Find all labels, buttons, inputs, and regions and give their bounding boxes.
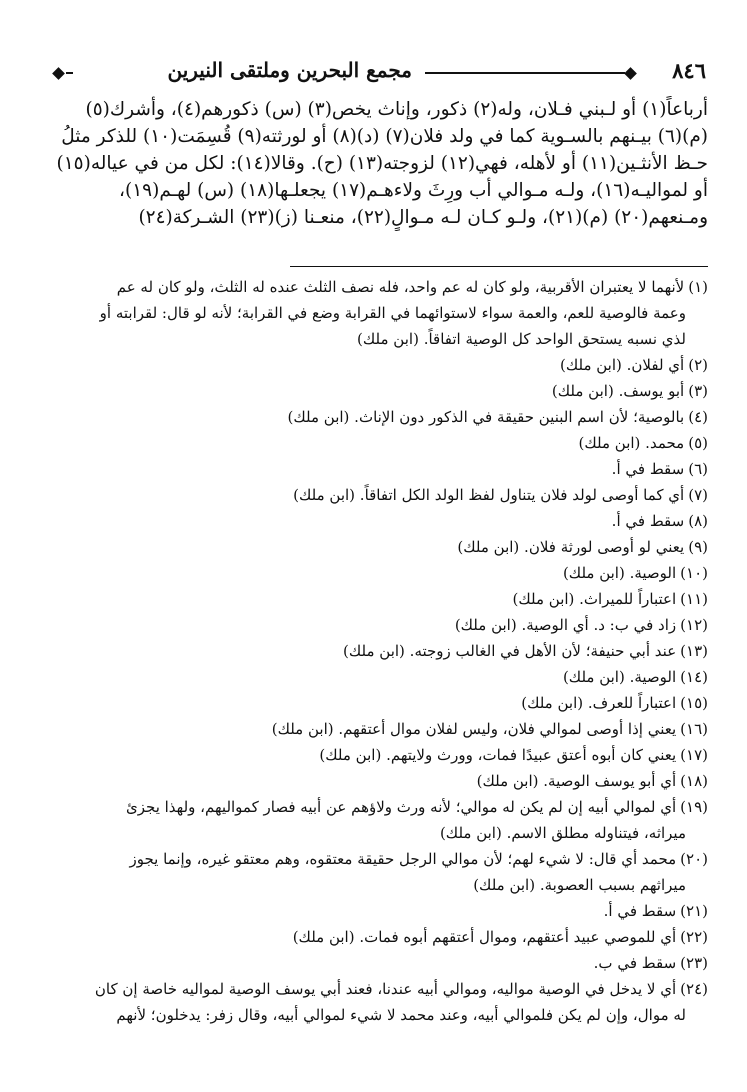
footnote-separator bbox=[290, 266, 708, 267]
footnote-number: (١٣) bbox=[680, 642, 708, 660]
footnote-line bbox=[46, 378, 708, 404]
footnote-text: عند أبي حنيفة؛ لأن الأهل في الغالب زوجته. (ابن ملك) bbox=[343, 642, 677, 660]
footnote-line bbox=[46, 508, 708, 534]
footnote-text: أي للموصي عبيد أعتقهم، وموال أعتقهم أبوه فمات. (ابن ملك) bbox=[292, 928, 677, 946]
footnote-text: وعمة فالوصية للعم، والعمة سواء لاستوائهما في القرابة وضع في القرابة؛ لأنه لو قال: لقرابته أو bbox=[99, 304, 686, 322]
footnote-line bbox=[46, 638, 708, 664]
footnote-text: الوصية. (ابن ملك) bbox=[562, 668, 677, 686]
footnote-number: (٧) bbox=[688, 486, 708, 504]
footnote-line bbox=[46, 872, 708, 898]
footnote-line bbox=[46, 612, 708, 638]
footnote-line bbox=[46, 456, 708, 482]
footnote-line bbox=[46, 794, 708, 820]
footnote-number: (١) bbox=[688, 278, 708, 296]
footnote-number: (١٨) bbox=[680, 772, 708, 790]
footnote-text: أي لموالي أبيه إن لم يكن له موالي؛ لأنه ورث ولاؤهم عن أبيه فصار كمواليهم، ولهذا يجزئ bbox=[126, 798, 677, 816]
footnote-line bbox=[46, 690, 708, 716]
header-rule bbox=[425, 72, 625, 74]
footnote-text: أي كما أوصى لولد فلان يتناول لفظ الولد الكل اتفاقاً. (ابن ملك) bbox=[293, 486, 685, 504]
footnote-line bbox=[46, 586, 708, 612]
footnote-number: (٩) bbox=[688, 538, 708, 556]
footnote-line bbox=[46, 430, 708, 456]
footnote-number: (١٦) bbox=[680, 720, 708, 738]
footnote-line bbox=[46, 300, 708, 326]
footnote-text: أي لا يدخل في الوصية مواليه، وموالي أبيه عندنا، فعند أبي يوسف الوصية لمواليه خاصة إن كان bbox=[94, 980, 677, 998]
footnote-line bbox=[46, 1002, 708, 1028]
footnote-number: (١٩) bbox=[680, 798, 708, 816]
footnote-text: لأنهما لا يعتبران الأقربية، ولو كان له عم واحد، فله نصف الثلث عنده له الثلث، ولو كان له عم bbox=[116, 278, 685, 296]
footnote-number: (١٢) bbox=[680, 616, 708, 634]
footnote-text: أبو يوسف. (ابن ملك) bbox=[551, 382, 685, 400]
footnote-text: يعني لو أوصى لورثة فلان. (ابن ملك) bbox=[457, 538, 685, 556]
footnote-number: (٥) bbox=[688, 434, 708, 452]
footnote-number: (٢) bbox=[688, 356, 708, 374]
footnote-text: يعني كان أبوه أعتق عبيدًا فمات، وورث ولايتهم. (ابن ملك) bbox=[319, 746, 677, 764]
footnote-line bbox=[46, 534, 708, 560]
text-line: أرباعاً(١) أو لـبني فـلان، وله(٢) ذكور، وإناث يخص(٣) (س) ذكورهم(٤)، وأشرك(٥) bbox=[85, 99, 708, 120]
footnote-number: (١٧) bbox=[680, 746, 708, 764]
footnote-text: يعني إذا أوصى لموالي فلان، وليس لفلان موال أعتقهم. (ابن ملك) bbox=[271, 720, 677, 738]
text-line: حـظ الأنثـين(١١) أو لأهله، فهي(١٢) لزوجته(١٣) (ح). وقالا(١٤): لكل من في عياله(١٥) bbox=[56, 153, 708, 174]
diamond-ornament-icon bbox=[52, 67, 65, 80]
footnote-line bbox=[46, 820, 708, 846]
footnote-line bbox=[46, 716, 708, 742]
footnote-number: (٤) bbox=[688, 408, 708, 426]
footnote-number: (٢٣) bbox=[680, 954, 708, 972]
footnote-text: محمد أي قال: لا شيء لهم؛ لأن موالي الرجل حقيقة معتقوه، وهم معتقو غيره، وإنما يجوز bbox=[129, 850, 677, 868]
footnote-line bbox=[46, 898, 708, 924]
footnote-number: (١٤) bbox=[680, 668, 708, 686]
footnote-number: (٢٢) bbox=[680, 928, 708, 946]
footnote-number: (٣) bbox=[688, 382, 708, 400]
footnote-line bbox=[46, 768, 708, 794]
footnote-number: (١١) bbox=[680, 590, 708, 608]
footnote-line bbox=[46, 560, 708, 586]
footnote-number: (١٥) bbox=[680, 694, 708, 712]
footnote-text: سقط في أ. bbox=[611, 512, 685, 530]
footnote-text: بالوصية؛ لأن اسم البنين حقيقة في الذكور دون الإناث. (ابن ملك) bbox=[287, 408, 685, 426]
footnote-line bbox=[46, 664, 708, 690]
footnote-text: ميراثهم بسبب العصوبة. (ابن ملك) bbox=[473, 876, 686, 894]
footnote-line bbox=[46, 274, 708, 300]
footnote-line bbox=[46, 482, 708, 508]
footnote-line bbox=[46, 950, 708, 976]
footnote-text: محمد. (ابن ملك) bbox=[578, 434, 685, 452]
page-number: ٨٤٦ bbox=[672, 58, 706, 83]
text-line: أو لمواليـه(١٦)، ولـه مـوالي أب ورِثَ ولاءهـم(١٧) يجعلـها(١٨) (س) لهـم(١٩)، bbox=[119, 180, 708, 201]
footnote-number: (٢٠) bbox=[680, 850, 708, 868]
footnote-text: أي أبو يوسف الوصية. (ابن ملك) bbox=[476, 772, 677, 790]
footnote-text: سقط في ب. bbox=[593, 954, 677, 972]
footnotes bbox=[46, 274, 708, 1028]
footnote-text: له موال، وإن لم يكن فلموالي أبيه، وعند محمد لا شيء لموالي أبيه، وقال زفر: يدخلون؛ لأنهم bbox=[116, 1006, 686, 1024]
footnote-line bbox=[46, 404, 708, 430]
footnote-text: اعتباراً للميراث. (ابن ملك) bbox=[512, 590, 677, 608]
footnote-number: (١٠) bbox=[680, 564, 708, 582]
main-text bbox=[46, 96, 708, 231]
header-rule bbox=[66, 72, 73, 74]
footnote-text: سقط في أ. bbox=[611, 460, 685, 478]
footnote-number: (٦) bbox=[688, 460, 708, 478]
page-header bbox=[30, 58, 720, 90]
footnote-line bbox=[46, 326, 708, 352]
footnote-line bbox=[46, 846, 708, 872]
diamond-ornament-icon bbox=[624, 67, 637, 80]
footnote-line bbox=[46, 976, 708, 1002]
text-line: ومـنعهم(٢٠) (م)(٢١)، ولـو كـان لـه مـوالٍ(٢٢)، منعـنا (ز)(٢٣) الشـركة(٢٤) bbox=[138, 207, 708, 228]
footnote-text: أي لفلان. (ابن ملك) bbox=[560, 356, 685, 374]
footnote-text: الوصية. (ابن ملك) bbox=[562, 564, 677, 582]
footnote-number: (٨) bbox=[688, 512, 708, 530]
page-title: مجمع البحرين وملتقى النيرين bbox=[167, 58, 412, 82]
footnote-text: زاد في ب: د. أي الوصية. (ابن ملك) bbox=[454, 616, 677, 634]
footnote-line bbox=[46, 352, 708, 378]
footnote-number: (٢٤) bbox=[680, 980, 708, 998]
text-line: (م)(٦) بيـنهم بالسـوية كما في ولد فلان(٧) (د)(٨) أو لورثته(٩) قُسِمَت(١٠) للذكر مثلُ bbox=[61, 126, 708, 147]
footnote-text: اعتباراً للعرف. (ابن ملك) bbox=[521, 694, 677, 712]
footnote-text: سقط في أ. bbox=[603, 902, 677, 920]
footnote-line bbox=[46, 742, 708, 768]
footnote-text: ميراثه، فيتناوله مطلق الاسم. (ابن ملك) bbox=[439, 824, 686, 842]
footnote-line bbox=[46, 924, 708, 950]
footnote-text: لذي نسبه يستحق الواحد كل الوصية اتفاقاً. (ابن ملك) bbox=[357, 330, 686, 348]
footnote-number: (٢١) bbox=[680, 902, 708, 920]
